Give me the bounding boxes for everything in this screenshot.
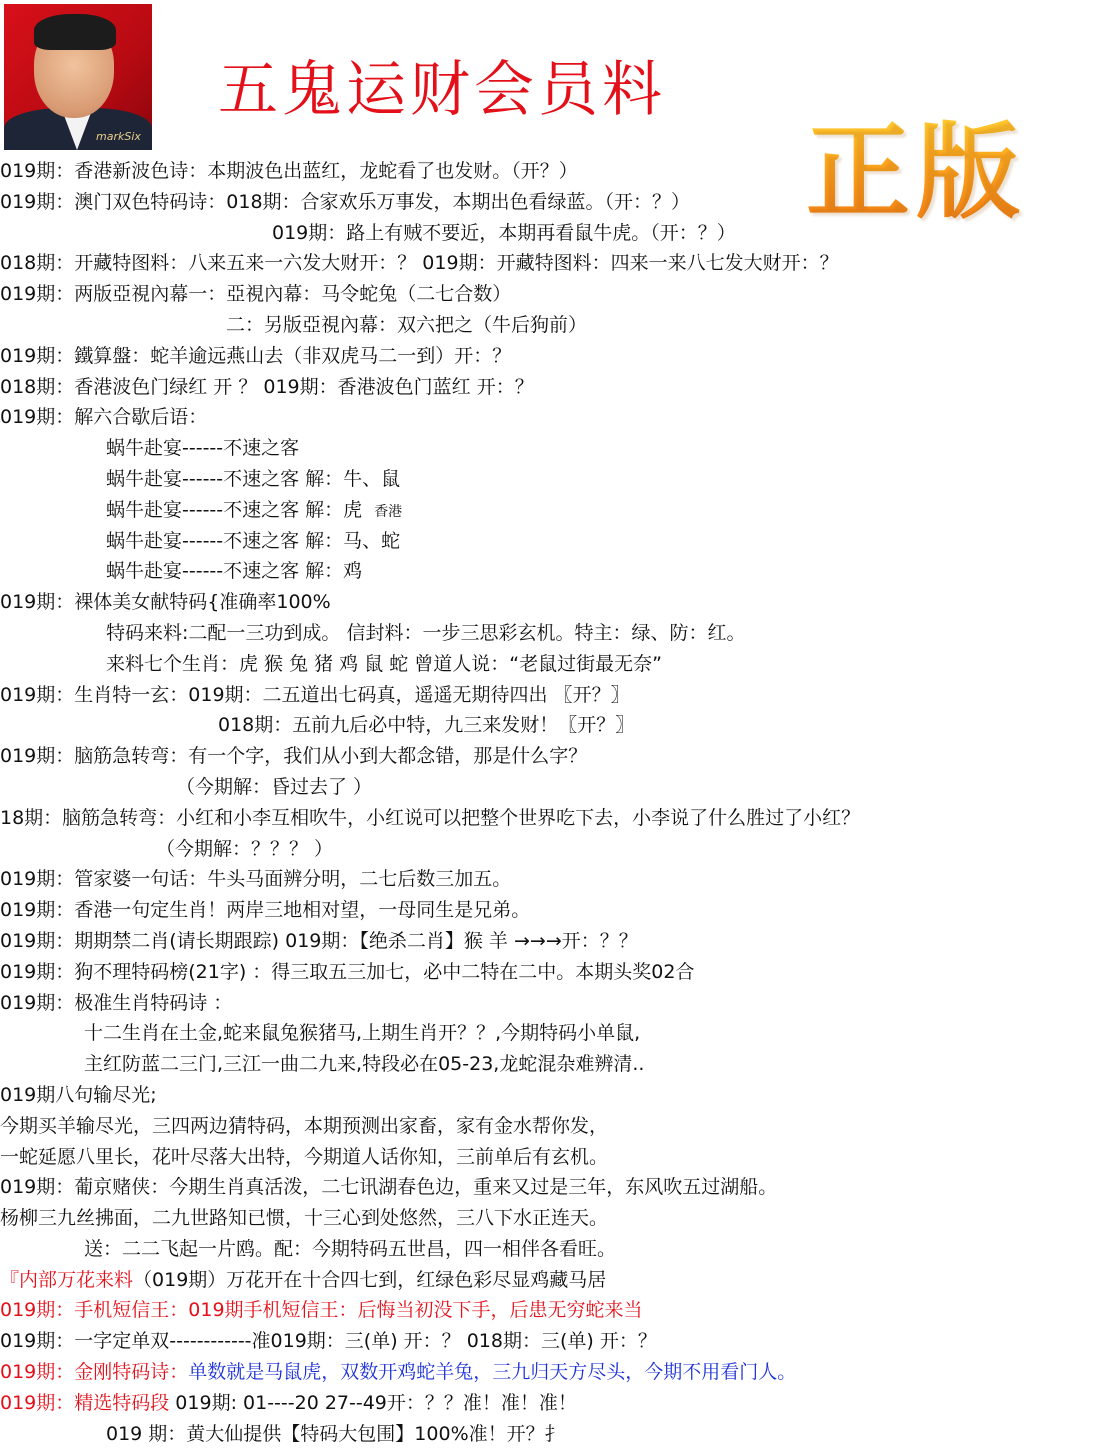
- line-text: 019期：解六合歇后语：: [0, 406, 208, 429]
- line-text: 019期：期期禁二肖(请长期跟踪) 019期：【绝杀二肖】猴 羊 →→→开：？？: [0, 929, 638, 952]
- line-text: 主红防蓝二三门,三江一曲二九来,特段必在05-23,龙蛇混杂难辨清..: [84, 1053, 645, 1076]
- line-text: 019期：裸体美女献特码{准确率100%: [0, 591, 331, 614]
- portrait-hair: [34, 14, 116, 50]
- line-text: 018期：五前九后必中特，九三来发财！〖开？〗: [218, 714, 635, 737]
- line-text: 二：另版亞視內幕：双六把之（牛后狗前）: [226, 313, 588, 336]
- line-text: 019期：生肖特一玄：019期：二五道出七码真，遥遥无期待四出 〖开？〗: [0, 683, 630, 706]
- text-line: [0, 310, 1113, 341]
- text-line: [0, 1326, 1113, 1357]
- line-text: 018期：开藏特图料：八来五来一六发大财开：？ 019期：开藏特图料：四来一来八七发大财开：？: [0, 252, 839, 275]
- line-text: 蜗牛赴宴------不速之客: [106, 437, 300, 460]
- line-text: 蜗牛赴宴------不速之客 解：虎: [106, 498, 363, 521]
- line-text: （今期解：？？？ ）: [156, 837, 334, 860]
- text-line: [0, 1234, 1113, 1265]
- line-text: 019期: 01----20 27--49开：？？准！准！准！: [169, 1391, 577, 1414]
- text-line: [0, 1388, 1113, 1419]
- text-line: [0, 218, 1113, 249]
- text-line: [0, 988, 1113, 1019]
- text-line: [0, 556, 1113, 587]
- text-line: [0, 1265, 1113, 1296]
- text-line: [0, 834, 1113, 865]
- text-line: [0, 926, 1113, 957]
- content-lines: [0, 156, 1113, 1449]
- text-line: [0, 741, 1113, 772]
- line-text: 019期：狗不理特码榜(21字) ：得三取五三加七，必中二特在二中。本期头奖02合: [0, 960, 695, 983]
- text-line: [0, 1172, 1113, 1203]
- page-title: 五鬼运财会员料: [218, 55, 666, 125]
- portrait-photo: [4, 4, 152, 150]
- line-text: 送：二二飞起一片鸥。配：今期特码五世昌，四一相伴各看旺。: [84, 1237, 617, 1260]
- line-text: 019 期：黄大仙提供【特码大包围】100%准！开？扌: [106, 1422, 564, 1445]
- text-line: [0, 864, 1113, 895]
- text-line: [0, 187, 1113, 218]
- text-line: [0, 341, 1113, 372]
- line-text: 019期：极准生肖特码诗 ：: [0, 991, 233, 1014]
- text-line: [0, 248, 1113, 279]
- line-text: （019期）万花开在十合四七到，红绿色彩尽显鸡藏马居: [133, 1268, 607, 1291]
- text-line: [0, 1018, 1113, 1049]
- line-text: 019期：管家婆一句话：牛头马面辨分明，二七后数三加五。: [0, 868, 512, 891]
- text-line: [0, 1049, 1113, 1080]
- text-line: [0, 649, 1113, 680]
- text-line: [0, 526, 1113, 557]
- text-line: [0, 803, 1113, 834]
- text-line: [0, 957, 1113, 988]
- line-highlight: 019期：金刚特码诗：: [0, 1361, 189, 1384]
- line-text: 019期：路上有贼不要近，本期再看鼠牛虎。（开：？）: [272, 221, 736, 244]
- line-text: 蜗牛赴宴------不速之客 解：鸡: [106, 560, 363, 583]
- line-text: 019期：两版亞視內幕一：亞視內幕：马令蛇兔（二七合数）: [0, 283, 512, 306]
- line-text: 今期买羊输尽光，三四两边猜特码，本期预测出家畜，家有金水帮你发，: [0, 1114, 609, 1137]
- line-text: 019期：澳门双色特码诗：018期：合家欢乐万事发，本期出色看绿蓝。（开：？）: [0, 190, 691, 213]
- line-text: 单数就是马鼠虎，双数开鸡蛇羊兔，三九归天方尽头，今期不用看门人。: [188, 1361, 797, 1384]
- text-line: [0, 895, 1113, 926]
- line-text: 019期：手机短信王：019期手机短信王：后悔当初没下手，后患无穷蛇来当: [0, 1299, 643, 1322]
- line-text: 019期：脑筋急转弯：有一个字，我们从小到大都念错，那是什么字？: [0, 745, 588, 768]
- line-text: 特码来料:二配一三功到成。 信封料：一步三思彩玄机。特主：绿、防：红。: [106, 621, 746, 644]
- text-line: [0, 279, 1113, 310]
- text-line: [0, 1419, 1113, 1449]
- text-line: [0, 464, 1113, 495]
- line-text: 杨柳三九丝拂面，二九世路知已惯，十三心到处悠然，三八下水正连天。: [0, 1207, 609, 1230]
- line-text: 18期：脑筋急转弯：小红和小李互相吹牛，小红说可以把整个世界吃下去，小李说了什么胜过了小红？: [0, 806, 861, 829]
- text-line: [0, 587, 1113, 618]
- text-line: [0, 495, 1113, 526]
- line-text: 蜗牛赴宴------不速之客 解：牛、鼠: [106, 467, 401, 490]
- text-line: [0, 1111, 1113, 1142]
- line-text: 十二生肖在土金,蛇来鼠兔猴猪马,上期生肖开？？,今期特码小单鼠,: [84, 1022, 641, 1045]
- line-highlight: 『内部万花来料: [0, 1268, 134, 1291]
- photo-logo: markSix: [96, 130, 141, 143]
- text-line: [0, 618, 1113, 649]
- text-line: [0, 372, 1113, 403]
- text-line: [0, 1080, 1113, 1111]
- line-text: 来料七个生肖：虎 猴 兔 猪 鸡 鼠 蛇 曾道人说：“老鼠过街最无奈”: [106, 652, 662, 675]
- line-text: 019期：鐵算盤：蛇羊逾远燕山去（非双虎马二一到）开：？: [0, 344, 512, 367]
- text-line: [0, 1357, 1113, 1388]
- text-line: [0, 1142, 1113, 1173]
- line-text: 019期：香港一句定生肖！两岸三地相对望，一母同生是兄弟。: [0, 899, 531, 922]
- line-text: 019期：一字定单双------------准019期：三(单) 开：？ 018期：三(单) 开：？: [0, 1330, 657, 1353]
- text-line: [0, 156, 1113, 187]
- line-text: 一蛇延愿八里长，花叶尽落大出特，今期道人话你知，三前单后有玄机。: [0, 1145, 609, 1168]
- text-line: [0, 433, 1113, 464]
- text-line: [0, 1203, 1113, 1234]
- line-tag: 香港: [374, 503, 403, 520]
- text-line: [0, 772, 1113, 803]
- text-line: [0, 680, 1113, 711]
- line-text: 018期：香港波色门绿红 开 ？ 019期：香港波色门蓝红 开：？: [0, 375, 534, 398]
- line-text: 蜗牛赴宴------不速之客 解：马、蛇: [106, 529, 401, 552]
- text-line: [0, 1295, 1113, 1326]
- line-text: 019期：葡京赌侠：今期生肖真活泼，二七讯湖春色边，重来又过是三年，东风吹五过湖船。: [0, 1176, 778, 1199]
- line-text: 019期八句输尽光;: [0, 1083, 157, 1106]
- line-text: 019期：香港新波色诗：本期波色出蓝红，龙蛇看了也发财。（开？）: [0, 160, 578, 182]
- text-line: [0, 402, 1113, 433]
- text-line: [0, 710, 1113, 741]
- line-text: （今期解：昏过去了 ）: [176, 775, 373, 798]
- authentic-stamp: 正版: [806, 88, 1026, 238]
- line-highlight: 019期：精选特码段: [0, 1391, 170, 1414]
